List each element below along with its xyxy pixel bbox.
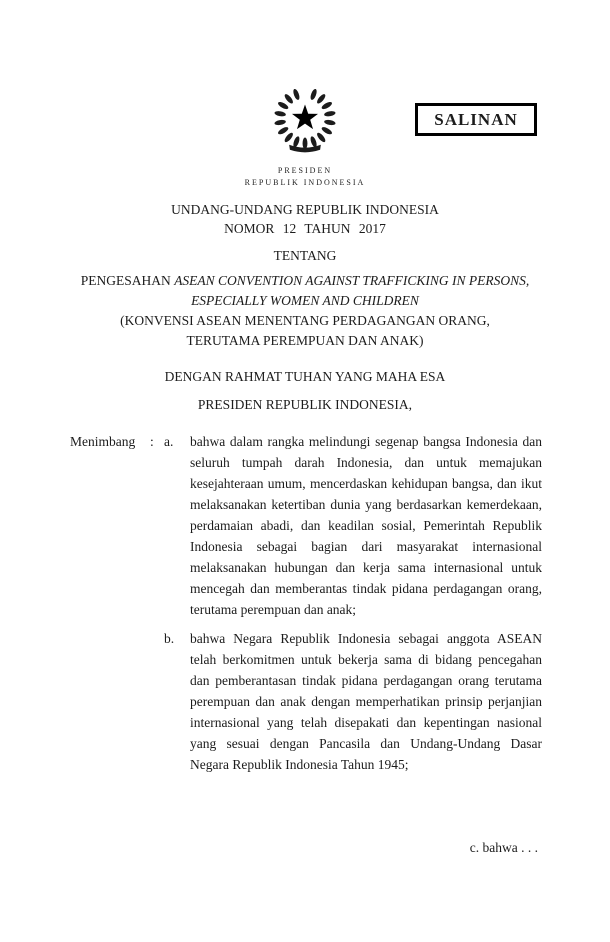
consideration-letter: b. <box>164 631 175 646</box>
menimbang-label: Menimbang <box>70 434 136 449</box>
subject-translation-2: TERUTAMA PEREMPUAN DAN ANAK) <box>186 333 424 348</box>
subject-prefix: PENGESAHAN <box>80 273 171 288</box>
salinan-stamp <box>415 103 537 136</box>
considerations-list <box>164 431 542 775</box>
subject-convention-name-2: ESPECIALLY WOMEN AND CHILDREN <box>191 293 419 308</box>
authority-line: PRESIDEN REPUBLIK INDONESIA, <box>197 397 413 412</box>
presidential-seal-icon <box>269 82 341 160</box>
divine-invocation: DENGAN RAHMAT TUHAN YANG MAHA ESA <box>164 369 446 384</box>
consideration-letter: a. <box>164 434 174 449</box>
subject-translation-1: (KONVENSI ASEAN MENENTANG PERDAGANGAN ORANG, <box>120 313 490 328</box>
subject-line-2 <box>35 291 575 311</box>
consideration-text: bahwa Negara Republik Indonesia sebagai anggota ASEAN telah berkomitmen untuk bekerja sama di bidang pencegahan dan pemberantasan tindak pidana perdagangan orang terutama perempuan dan anak dengan memperhatikan prinsip perjanjian internasional yang telah disepakati dan kepentingan nasional yang sesuai dengan Pancasila dan Undang-Undang Dasar Negara Republik Indonesia Tahun 1945; <box>190 631 542 772</box>
consideration-text: bahwa dalam rangka melindungi segenap bangsa Indonesia dan seluruh tumpah darah Indonesia, dan untuk memajukan kesejahteraan umum, mencerdaskan kehidupan bangsa, dan ikut melaksanakan ketertiban dunia yang berdasarkan kemerdekaan, perdamaian abadi, dan keadilan sosial, Pemerintah Republik Indonesia sebagai bagian dari masyarakat internasional melaksanakan hubungan dan kerja sama internasional untuk mencegah dan memberantas tindak pidana perdagangan orang, terutama perempuan dan anak; <box>190 434 542 617</box>
menimbang-colon: : <box>150 434 154 449</box>
law-title: UNDANG-UNDANG REPUBLIK INDONESIA <box>171 202 439 217</box>
law-subject <box>35 271 575 351</box>
considerations-section <box>70 431 542 775</box>
letterhead-presiden: PRESIDEN <box>277 166 333 175</box>
letterhead <box>0 165 610 189</box>
subject-convention-name-1: ASEAN CONVENTION AGAINST TRAFFICKING IN PERSONS, <box>174 273 530 288</box>
tentang-label: TENTANG <box>273 248 337 263</box>
letterhead-republik-indonesia: REPUBLIK INDONESIA <box>244 178 366 187</box>
consideration-item-b <box>164 628 542 775</box>
title-block <box>35 200 575 414</box>
page-catchword: c. bahwa . . . <box>469 840 538 855</box>
salinan-stamp-label: SALINAN <box>434 109 518 129</box>
considerations-row <box>70 431 542 775</box>
consideration-item-a <box>164 431 542 620</box>
law-number: NOMOR 12 TAHUN 2017 <box>224 221 386 236</box>
subject-line-1 <box>35 271 575 291</box>
